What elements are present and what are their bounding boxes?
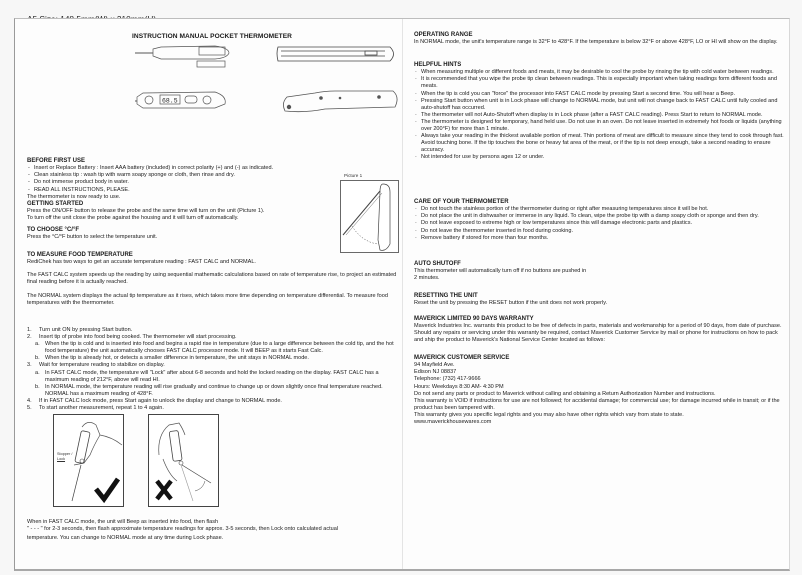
probe-extended-view-icon xyxy=(135,92,225,108)
paragraph: The FAST CALC system speeds up the reading by using sequential mathematic calculations based on rate of temperature rise, to project an estimated final reading before it is actually reached. xyxy=(27,272,397,286)
list-item: · Not intended for use by persons ages 12 or under. xyxy=(414,154,786,161)
paragraph: RediChek has two ways to get an accurate temperature reading : FAST CALC and NORMAL. xyxy=(27,259,256,266)
ready-text: The thermometer is now ready to use. xyxy=(27,193,121,200)
probe-side-view-icon xyxy=(135,46,229,67)
sub-step-item: b. In NORMAL mode, the temperature reading will rise gradually and continue to change up or down slightly once final temperature reached. NORMAL has a maximum reading of 428°F. xyxy=(35,383,383,397)
section-choose-unit xyxy=(27,227,327,241)
manual-sheet xyxy=(14,18,790,571)
list-item: · Do not leave the thermometer inserted in food during cooking. xyxy=(414,228,786,235)
svg-text:68.5: 68.5 xyxy=(162,97,178,105)
list-item: - Do not immerse product body in water. xyxy=(27,179,327,186)
incorrect-grip-diagram xyxy=(148,414,219,507)
website-link[interactable]: www.maverickhousewares.com xyxy=(414,419,492,426)
section-care xyxy=(414,199,786,242)
section-heading: GETTING STARTED xyxy=(27,201,84,207)
section-warranty: MAVERICK LIMITED 90 DAYS WARRANTY Maverick Industries Inc. warrants this product to be free of defects in parts, materials and workmanship for a period of 90 days, from date of purchase. Should any repairs or servicing under this warranty be required, contact Maverick Customer Service by mail or phone for instructions on how to pack and ship the product to Maverick's National Service Center located as follows: xyxy=(414,316,786,345)
list-item: · When the tip is cold you can "force" the processor into FAST CALC mode by pressing Start a second time. You will hear a Beep. xyxy=(414,91,786,98)
correct-grip-diagram xyxy=(53,414,124,507)
list-item: · Always take your reading in the thickest available portion of meat. Thin portions of meat are difficult to measure since they tend to cook through fast. Avoid touching bone. If the tip touches the bone or heavy fat area of the meat, or if the tip is not deep enough, take a second reading to ensure accuracy. xyxy=(414,133,786,154)
section-getting-started xyxy=(27,201,357,222)
section-customer-service: MAVERICK CUSTOMER SERVICE 94 Mayfield Ave. Edison NJ 08837 Telephone: (732) 417-9666 Hours: Weekdays 8:30 AM- 4:30 PM Do not send any parts or product to Maverick without calling and obtaining a Return Authorization Number and instructions. This warranty is VOID if instructions for use are not followed; for accidental damage; for commercial use; for damage incurred while in transit; or if the product has been tampered with. This warranty gives you specific legal rights and you may also have other rights which vary from state to state. www.maverickhousewares.com xyxy=(414,355,786,426)
section-auto-shutoff: AUTO SHUTOFF This thermometer will automatically turn off if no buttons are pushed in 2 minutes. xyxy=(414,261,786,282)
list-item: · Remove battery if stored for more than four months. xyxy=(414,235,786,242)
step-item: 2. Insert tip of probe into food being cooked. The thermometer will start processing. xyxy=(27,334,237,341)
paragraph-line: Press the ON/OFF button to release the probe and the same time will turn on the unit (Picture 1). xyxy=(27,208,265,215)
section-heading: BEFORE FIRST USE xyxy=(27,158,86,164)
paragraph-line: To turn off the unit close the probe against the housing and it will turn off automatically. xyxy=(27,215,239,222)
section-heading: TO CHOOSE °C/°F xyxy=(27,227,80,233)
address-line: 94 Mayfield Ave. xyxy=(414,362,455,369)
section-heading: MAVERICK CUSTOMER SERVICE xyxy=(414,355,510,361)
fast-calc-footer-note: When in FAST CALC mode, the unit will Beep as inserted into food, then flash " - - - " for 2-3 seconds, then flash approximate temperature readings for approx. 3-5 seconds, then Lock onto calculated actual temperature. You can change to NORMAL mode at any time during Lock phase. xyxy=(27,519,339,542)
paragraph: Press the °C/°F button to select the temperature unit. xyxy=(27,234,158,241)
section-before-first-use xyxy=(27,158,327,201)
section-heading: HELPFUL HINTS xyxy=(414,62,462,68)
list-item: - Clean stainless tip : wash tip with warm soapy sponge or cloth, then rinse and dry. xyxy=(27,172,327,179)
list-item: · It is recommended that you wipe the probe tip clean between readings. This is especially important when taking readings form different foods and meats. xyxy=(414,76,786,90)
measurement-steps xyxy=(27,327,399,412)
list-item: - READ ALL INSTRUCTIONS, PLEASE. xyxy=(27,187,327,194)
list-item: · Do not place the unit in dishwasher or immerse in any liquid. To clean, wipe the probe tip with a damp soapy cloth or sponge and then dry. xyxy=(414,213,786,220)
section-heading: AUTO SHUTOFF xyxy=(414,261,461,267)
stopper-lock-label: Stopper / Lock xyxy=(57,452,73,461)
list-item: · The thermometer will not Auto-Shutoff when display is in Lock phase (after a FAST CALC reading). Press Start to return to NORMAL mode. xyxy=(414,112,786,119)
section-resetting: RESETTING THE UNIT Reset the unit by pressing the RESET button if the unit does not work properly. xyxy=(414,293,786,307)
list-item: - Insert or Replace Battery : Insert AAA battery (included) in correct polarity (+) and (-) as indicated. xyxy=(27,165,327,172)
list-item: · Do not touch the stainless portion of the thermometer during or right after measuring temperatures since it will be hot. xyxy=(414,206,786,213)
address-line: Edison NJ 08837 xyxy=(414,369,457,376)
picture1-caption: Picture 1 xyxy=(344,173,363,178)
product-drawings xyxy=(135,41,420,119)
sub-step-item: b. When the tip is already hot, or detects a smaller difference in temperature, the unit stays in NORMAL mode. xyxy=(35,355,309,362)
paragraph: In NORMAL mode, the unit's temperature range is 32°F to 428°F. If the temperature is below 32°F or above 428°F, LO or HI will show on the display. xyxy=(414,39,778,46)
telephone: Telephone: (732) 417-9666 xyxy=(414,376,481,383)
hours: Hours: Weekdays 8:30 AM- 4:30 PM xyxy=(414,383,504,390)
section-heading: OPERATING RANGE xyxy=(414,32,473,38)
list-item: · Do not leave exposed to extreme high or low temperatures since this will damage electronic parts and plastics. xyxy=(414,220,786,227)
section-heading: MAVERICK LIMITED 90 DAYS WARRANTY xyxy=(414,316,534,322)
section-heading: CARE OF YOUR THERMOMETER xyxy=(414,199,509,205)
sub-step-item: a. In FAST CALC mode, the temperature will "Lock" after about 6-8 seconds and hold the locked reading on the display. FAST CALC has a maximum reading of 212°F, above will read HI. xyxy=(35,369,379,383)
section-operating-range xyxy=(414,32,786,46)
list-item: · Pressing Start button when unit is in Lock phase will change to NORMAL mode, but unit will not change back to FAST CALC until fully cooled and auto-shutoff has occurred. xyxy=(414,98,786,112)
section-heading: TO MEASURE FOOD TEMPERATURE xyxy=(27,252,133,258)
section-measure-food-temperature xyxy=(27,252,399,307)
step-item: 3. Wait for temperature reading to stabilize on display. xyxy=(27,362,165,369)
hand-holding-probe-incorrect-icon xyxy=(149,415,218,506)
thermometer-back-view-icon xyxy=(277,47,394,61)
sub-step-item: a. When the tip is cold and is inserted into food and begins a rapid rise in temperature (due to a large difference between the cold tip, and the hot food temperature) the unit automatically chooses FAST CALC processor mode. It will BEEP as it starts Fast Calc. xyxy=(35,341,394,355)
step-item: 4. If in FAST CALC lock mode, press Start again to unlock the display and change to NORMAL mode. xyxy=(27,397,282,404)
step-item: 1. Turn unit ON by pressing Start button. xyxy=(27,327,133,333)
list-item: · The thermometer is designed for temporary, hand held use. Do not use in an oven. Do not leave inserted in extremely hot foods or liquids (anything over 200°F) for more than 1 minute. xyxy=(414,119,786,133)
paragraph: The NORMAL system displays the actual tip temperature as it rises, which takes more time depending on temperature differential. To measure food temperatures with the thermometer. xyxy=(27,292,388,306)
section-heading: RESETTING THE UNIT xyxy=(414,293,478,299)
list-item: · When measuring multiple or different foods and meats, it may be desirable to cool the probe by rinsing the tip with cold water between readings. xyxy=(414,69,786,76)
section-helpful-hints xyxy=(414,62,786,162)
thermometer-closed-view-icon xyxy=(283,91,397,112)
step-item: 5. To start another measurement, repeat 1 to 4 again. xyxy=(27,405,164,412)
page-title: INSTRUCTION MANUAL POCKET THERMOMETER xyxy=(132,33,292,40)
